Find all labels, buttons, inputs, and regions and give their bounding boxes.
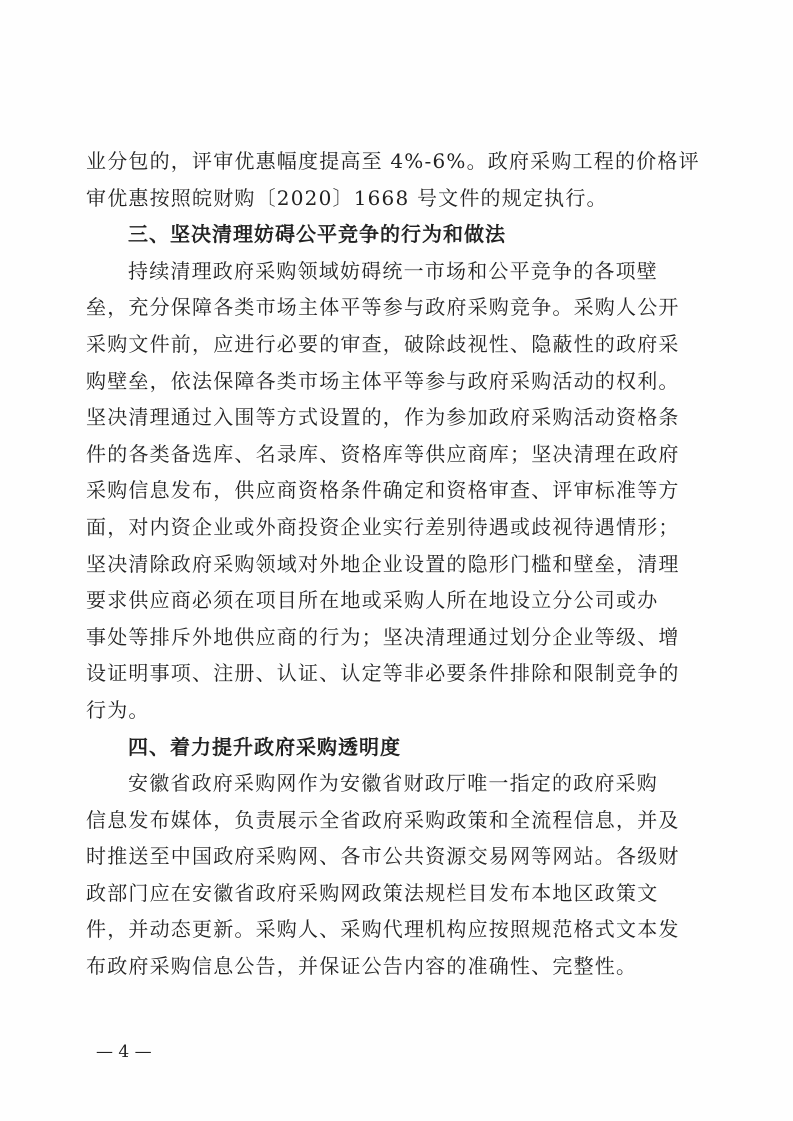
text-line: 件的各类备选库、名录库、资格库等供应商库；坚决清理在政府 xyxy=(86,441,680,466)
body-text xyxy=(86,143,716,985)
section-heading: 三、坚决清理妨碍公平竞争的行为和做法 xyxy=(128,222,506,247)
text-line: 时推送至中国政府采购网、各市公共资源交易网等网站。各级财 xyxy=(86,844,680,869)
text-line: 坚决清理通过入围等方式设置的，作为参加政府采购活动资格条 xyxy=(86,405,680,430)
text-line: 政部门应在安徽省政府采购网政策法规栏目发布本地区政策文 xyxy=(86,880,659,905)
text-line: 审优惠按照皖财购〔2020〕1668 号文件的规定执行。 xyxy=(86,185,608,210)
text-line: 采购文件前，应进行必要的审查，破除歧视性、隐蔽性的政府采 xyxy=(86,331,680,356)
text-line: 持续清理政府采购领域妨碍统一市场和公平竞争的各项壁 xyxy=(128,258,658,283)
text-line: 要求供应商必须在项目所在地或采购人所在地设立分公司或办 xyxy=(86,588,659,613)
text-line: 信息发布媒体，负责展示全省政府采购政策和全流程信息，并及 xyxy=(86,807,680,832)
text-line: 安徽省政府采购网作为安徽省财政厅唯一指定的政府采购 xyxy=(128,771,658,796)
text-line: 垒，充分保障各类市场主体平等参与政府采购竞争。采购人公开 xyxy=(86,295,680,320)
page-number: — 4 — xyxy=(96,1042,152,1062)
text-line: 购壁垒，依法保障各类市场主体平等参与政府采购活动的权利。 xyxy=(86,368,680,393)
section-heading: 四、着力提升政府采购透明度 xyxy=(128,734,401,759)
text-line: 设证明事项、注册、认证、认定等非必要条件排除和限制竞争的 xyxy=(86,661,680,686)
text-line: 面，对内资企业或外商投资企业实行差别待遇或歧视待遇情形； xyxy=(86,514,680,539)
text-line: 坚决清除政府采购领域对外地企业设置的隐形门槛和壁垒，清理 xyxy=(86,551,680,576)
text-line: 业分包的，评审优惠幅度提高至 4%-6%。政府采购工程的价格评 xyxy=(86,149,700,173)
text-line: 件，并动态更新。采购人、采购代理机构应按照规范格式文本发 xyxy=(86,917,680,942)
text-line: 行为。 xyxy=(86,697,150,722)
text-line: 采购信息发布，供应商资格条件确定和资格审查、评审标准等方 xyxy=(86,478,680,503)
text-line: 布政府采购信息公告，并保证公告内容的准确性、完整性。 xyxy=(86,954,638,979)
text-line: 事处等排斥外地供应商的行为；坚决清理通过划分企业等级、增 xyxy=(86,624,680,649)
